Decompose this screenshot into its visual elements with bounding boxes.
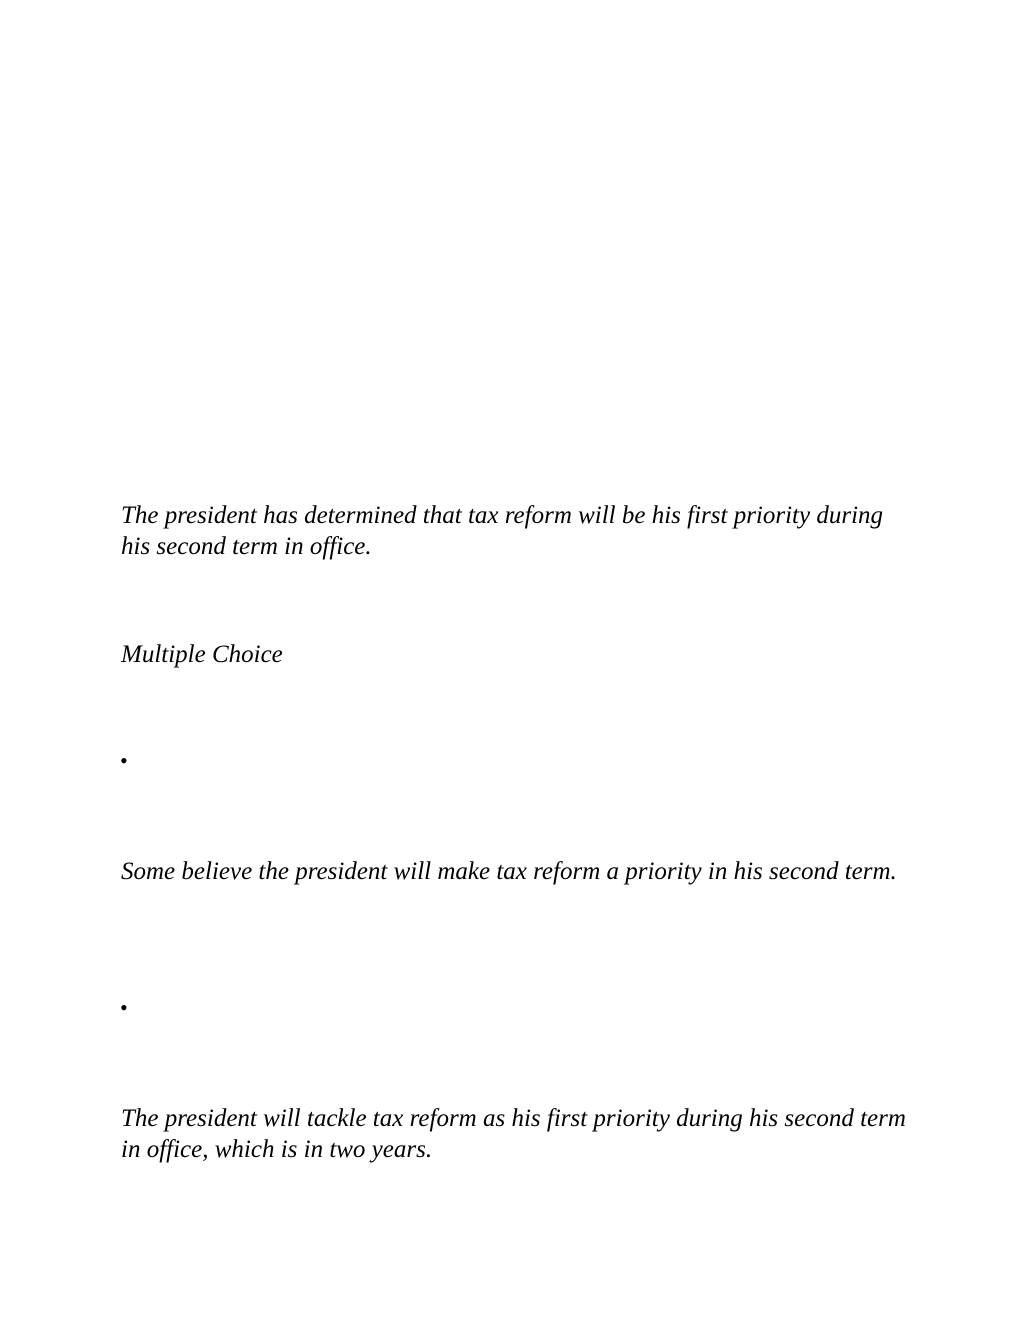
option-text[interactable]: Some believe the president will make tax reform a priority in his second term. [121, 858, 897, 885]
question-type-label: Multiple Choice [121, 641, 283, 668]
option-bullet: • [120, 748, 128, 773]
option-text[interactable]: The president will tackle tax reform as his first priority during his second term in office, which is in two years. [121, 1105, 906, 1163]
option-bullet: • [120, 995, 128, 1020]
question-statement: The president has determined that tax reform will be his first priority during his second term in office. [121, 502, 884, 560]
